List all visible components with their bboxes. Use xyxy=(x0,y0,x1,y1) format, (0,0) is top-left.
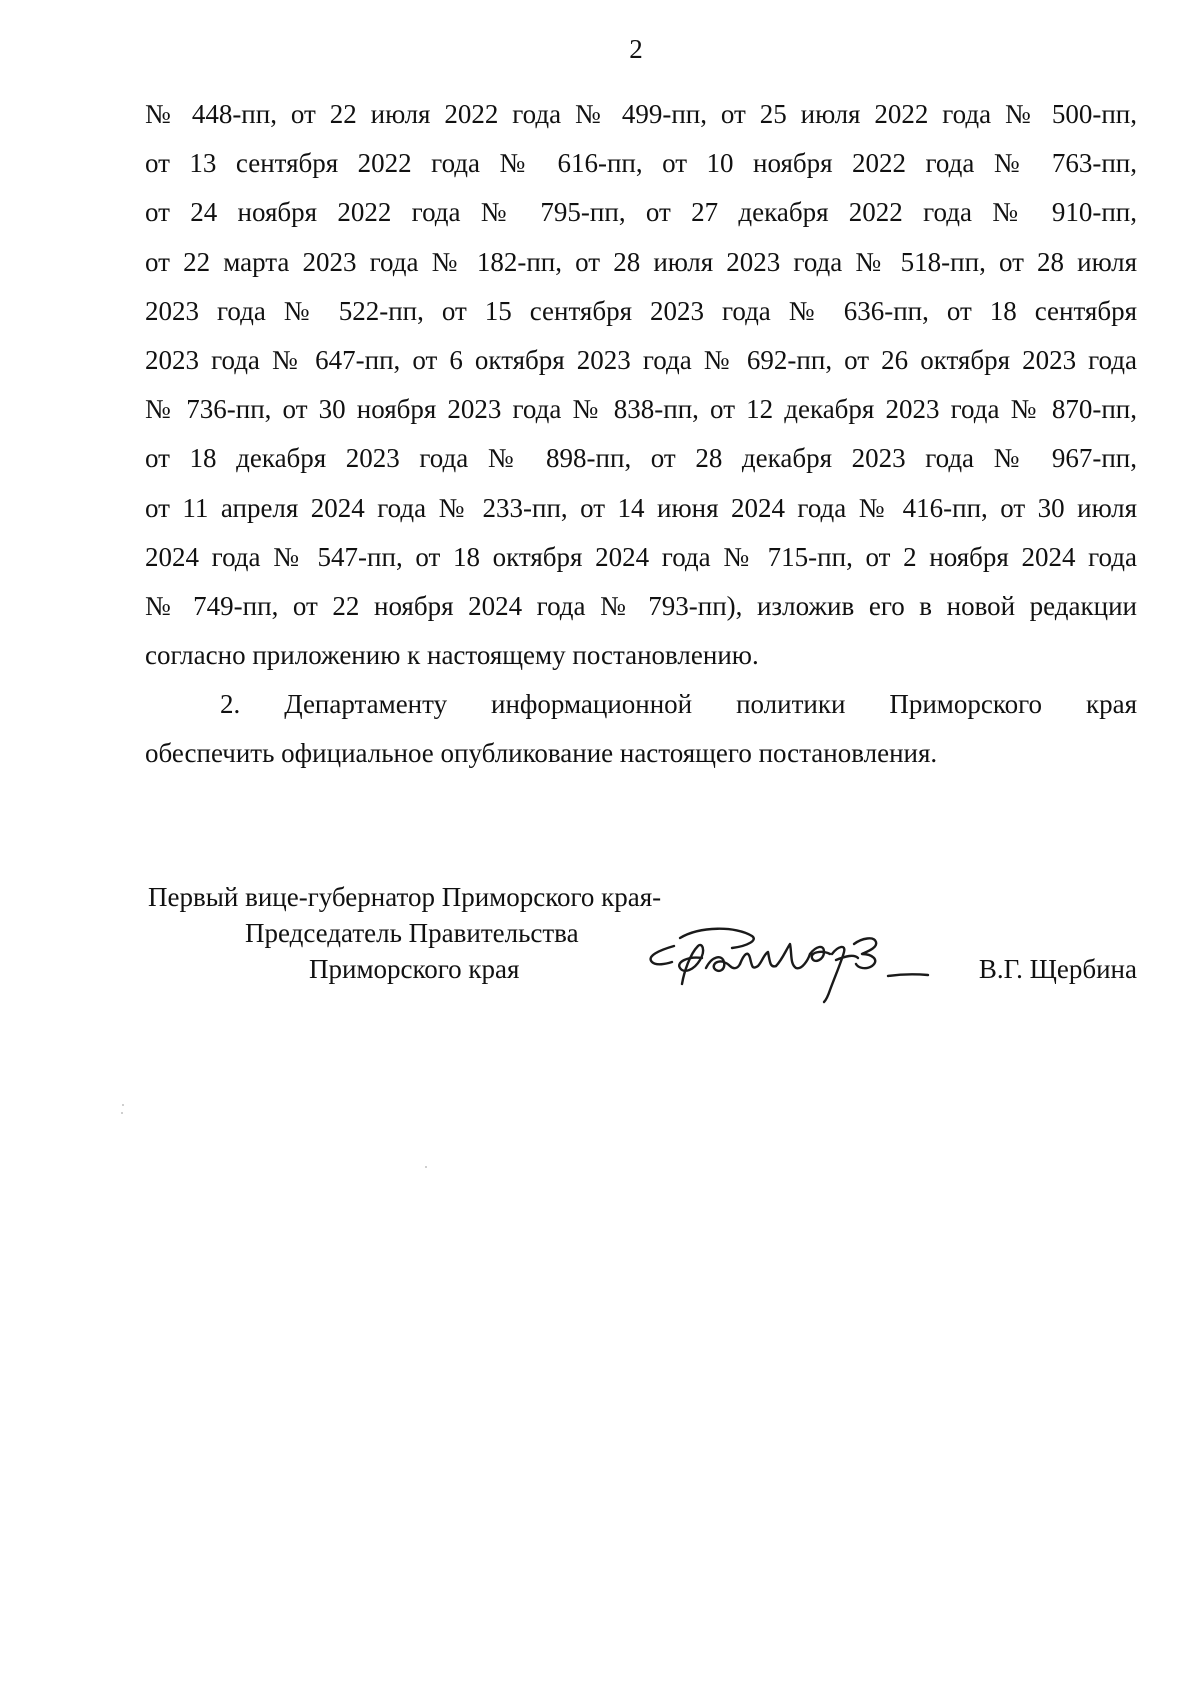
text-line: от 24 ноября 2022 года № 795-пп, от 27 декабря 2022 года № 910-пп, xyxy=(145,197,1137,228)
handwritten-signature-icon xyxy=(640,910,930,1006)
scan-speck xyxy=(425,1166,427,1168)
signatory-title-line-1: Первый вице-губернатор Приморского края- xyxy=(148,882,662,912)
text-line: 2023 года № 522-пп, от 15 сентября 2023 года № 636-пп, от 18 сентября xyxy=(145,295,1137,326)
signatory-title-line-3: Приморского края xyxy=(309,954,520,984)
text-line: № 736-пп, от 30 ноября 2023 года № 838-пп, от 12 декабря 2023 года № 870-пп, xyxy=(145,394,1137,425)
text-line: от 11 апреля 2024 года № 233-пп, от 14 июня 2024 года № 416-пп, от 30 июля xyxy=(145,492,1137,523)
document-body xyxy=(145,90,1137,779)
text-line: № 749-пп, от 22 ноября 2024 года № 793-пп), изложив его в новой редакции xyxy=(145,590,1137,621)
text-line: обеспечить официальное опубликование настоящего постановления. xyxy=(145,738,938,769)
text-line: 2. Департаменту информационной политики Приморского края xyxy=(220,689,1137,720)
text-line: от 18 декабря 2023 года № 898-пп, от 28 декабря 2023 года № 967-пп, xyxy=(145,443,1137,474)
paragraph-2 xyxy=(145,680,1137,778)
text-line: 2023 года № 647-пп, от 6 октября 2023 года № 692-пп, от 26 октября 2023 года xyxy=(145,344,1137,375)
text-line: согласно приложению к настоящему постановлению. xyxy=(145,640,759,671)
text-line: от 22 марта 2023 года № 182-пп, от 28 июля 2023 года № 518-пп, от 28 июля xyxy=(145,246,1137,277)
signature-block xyxy=(145,880,1137,1000)
text-line: № 448-пп, от 22 июля 2022 года № 499-пп, от 25 июля 2022 года № 500-пп, xyxy=(145,99,1137,129)
signatory-title-line-2: Председатель Правительства xyxy=(245,918,579,948)
page-number: 2 xyxy=(629,34,643,64)
scan-speck xyxy=(121,1112,123,1114)
paragraph-1 xyxy=(145,90,1137,680)
scan-speck xyxy=(122,1104,124,1106)
text-line: от 13 сентября 2022 года № 616-пп, от 10 ноября 2022 года № 763-пп, xyxy=(145,148,1137,179)
text-line: 2024 года № 547-пп, от 18 октября 2024 года № 715-пп, от 2 ноября 2024 года xyxy=(145,541,1137,572)
signatory-name: В.Г. Щербина xyxy=(978,954,1137,984)
